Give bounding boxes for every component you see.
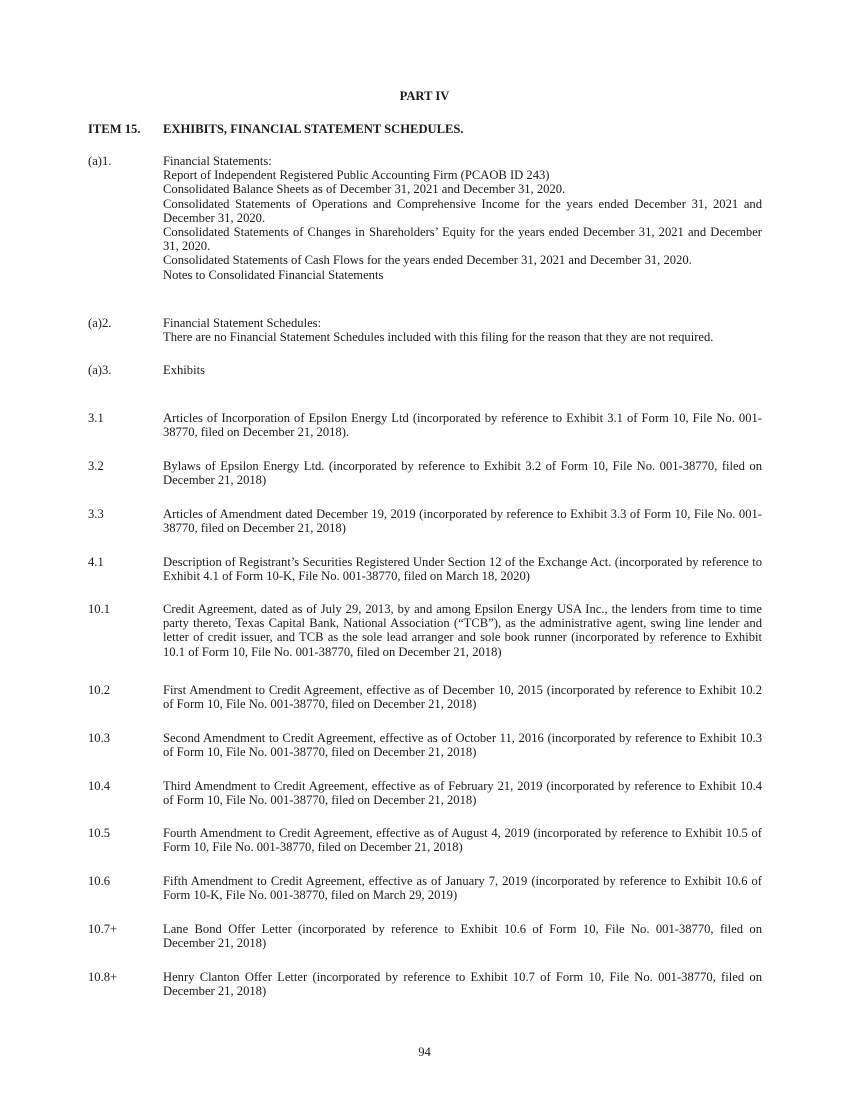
exhibit-number: 10.2 bbox=[88, 683, 111, 697]
section-a1-line: Consolidated Statements of Changes in Shareholders’ Equity for the years ended December 31, 2021 and December 31, 2020. bbox=[163, 225, 762, 254]
exhibit-row bbox=[88, 507, 762, 535]
item-number: ITEM 15. bbox=[88, 122, 141, 136]
exhibit-row bbox=[88, 826, 762, 854]
exhibit-row bbox=[88, 922, 762, 950]
section-a1-text bbox=[163, 154, 762, 282]
item-title: EXHIBITS, FINANCIAL STATEMENT SCHEDULES. bbox=[163, 122, 464, 136]
exhibit-row bbox=[88, 874, 762, 902]
exhibit-description: Credit Agreement, dated as of July 29, 2013, by and among Epsilon Energy USA Inc., the lenders from time to time party thereto, Texas Capital Bank, National Association (“TCB”), as the administrative agent, swing line lender and letter of credit issuer, and TCB as the sole lead arranger and sole book runner (incorporated by reference to Exhibit 10.1 of Form 10, File No. 001-38770, filed on December 21, 2018) bbox=[163, 602, 762, 659]
exhibit-number: 10.7+ bbox=[88, 922, 118, 936]
exhibit-number: 10.6 bbox=[88, 874, 111, 888]
section-a2 bbox=[88, 316, 762, 344]
section-a1-line: Financial Statements: bbox=[163, 154, 272, 168]
exhibit-description: Fifth Amendment to Credit Agreement, effective as of January 7, 2019 (incorporated by reference to Exhibit 10.6 of Form 10-K, File No. 001-38770, filed on March 29, 2019) bbox=[163, 874, 762, 903]
exhibit-number: 10.1 bbox=[88, 602, 111, 616]
exhibit-number: 3.3 bbox=[88, 507, 104, 521]
exhibit-row bbox=[88, 779, 762, 807]
section-a1-line: Consolidated Statements of Cash Flows for the years ended December 31, 2021 and December 31, 2020. bbox=[163, 253, 692, 268]
page-number: 94 bbox=[418, 1045, 431, 1059]
exhibit-number: 10.5 bbox=[88, 826, 111, 840]
section-a1-line: Consolidated Balance Sheets as of December 31, 2021 and December 31, 2020. bbox=[163, 182, 566, 197]
exhibit-number: 4.1 bbox=[88, 555, 104, 569]
exhibit-description: Lane Bond Offer Letter (incorporated by reference to Exhibit 10.6 of Form 10, File No. 001-38770, filed on December 21, 2018) bbox=[163, 922, 762, 951]
exhibit-number: 10.3 bbox=[88, 731, 111, 745]
part-title: PART IV bbox=[399, 89, 450, 103]
section-a3 bbox=[88, 363, 762, 377]
exhibit-row bbox=[88, 555, 762, 583]
exhibit-number: 10.4 bbox=[88, 779, 111, 793]
exhibit-row bbox=[88, 602, 762, 659]
section-a3-text: Exhibits bbox=[163, 363, 205, 377]
section-a2-text bbox=[163, 316, 762, 344]
section-a2-label: (a)2. bbox=[88, 316, 112, 330]
exhibit-description: Third Amendment to Credit Agreement, effective as of February 21, 2019 (incorporated by reference to Exhibit 10.4 of Form 10, File No. 001-38770, filed on December 21, 2018) bbox=[163, 779, 762, 808]
exhibit-number: 3.1 bbox=[88, 411, 104, 425]
section-a1-line: Notes to Consolidated Financial Statements bbox=[163, 267, 384, 282]
exhibit-description: Henry Clanton Offer Letter (incorporated by reference to Exhibit 10.7 of Form 10, File No. 001-38770, filed on December 21, 2018) bbox=[163, 970, 762, 999]
exhibit-row bbox=[88, 411, 762, 439]
exhibit-description: Articles of Amendment dated December 19, 2019 (incorporated by reference to Exhibit 3.3 of Form 10, File No. 001-38770, filed on December 21, 2018) bbox=[163, 507, 762, 536]
exhibit-description: Bylaws of Epsilon Energy Ltd. (incorporated by reference to Exhibit 3.2 of Form 10, File No. 001-38770, filed on December 21, 2018) bbox=[163, 459, 762, 488]
section-a1 bbox=[88, 154, 762, 282]
exhibit-row bbox=[88, 970, 762, 998]
section-a3-label: (a)3. bbox=[88, 363, 112, 377]
exhibit-row bbox=[88, 731, 762, 759]
exhibit-description: Description of Registrant’s Securities Registered Under Section 12 of the Exchange Act. (incorporated by reference to Exhibit 4.1 of Form 10-K, File No. 001-38770, filed on March 18, 2020) bbox=[163, 555, 762, 584]
exhibit-row bbox=[88, 459, 762, 487]
section-a1-label: (a)1. bbox=[88, 154, 112, 168]
section-a2-line: Financial Statement Schedules: bbox=[163, 316, 322, 330]
exhibit-description: Articles of Incorporation of Epsilon Energy Ltd (incorporated by reference to Exhibit 3.1 of Form 10, File No. 001-38770, filed on December 21, 2018). bbox=[163, 411, 762, 440]
exhibit-number: 10.8+ bbox=[88, 970, 118, 984]
exhibit-description: First Amendment to Credit Agreement, effective as of December 10, 2015 (incorporated by reference to Exhibit 10.2 of Form 10, File No. 001-38770, filed on December 21, 2018) bbox=[163, 683, 762, 712]
section-a1-line: Consolidated Statements of Operations and Comprehensive Income for the years ended December 31, 2021 and December 31, 2020. bbox=[163, 196, 762, 225]
exhibit-row bbox=[88, 683, 762, 711]
section-a2-line: There are no Financial Statement Schedules included with this filing for the reason that they are not required. bbox=[163, 330, 714, 345]
exhibit-number: 3.2 bbox=[88, 459, 104, 473]
exhibit-description: Fourth Amendment to Credit Agreement, effective as of August 4, 2019 (incorporated by reference to Exhibit 10.5 of Form 10, File No. 001-38770, filed on December 21, 2018) bbox=[163, 826, 762, 855]
exhibit-description: Second Amendment to Credit Agreement, effective as of October 11, 2016 (incorporated by reference to Exhibit 10.3 of Form 10, File No. 001-38770, filed on December 21, 2018) bbox=[163, 731, 762, 760]
section-a1-line: Report of Independent Registered Public Accounting Firm (PCAOB ID 243) bbox=[163, 168, 550, 183]
